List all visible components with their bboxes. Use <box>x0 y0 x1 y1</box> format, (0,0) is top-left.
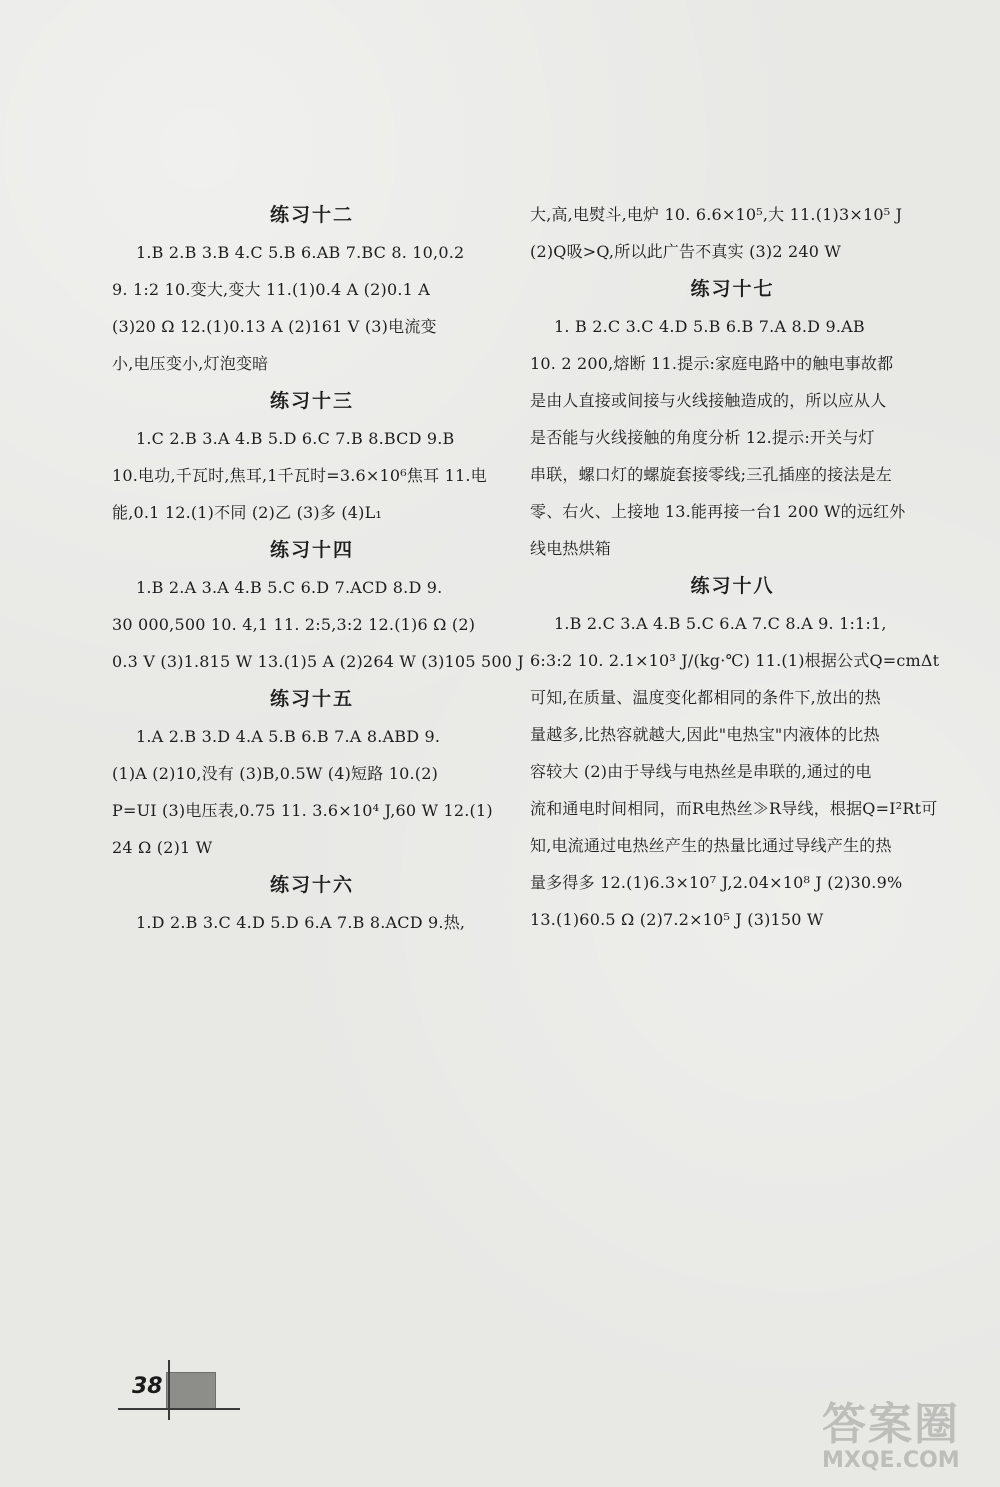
answer-line: 1. B 2.C 3.C 4.D 5.B 6.B 7.A 8.D 9.AB <box>554 317 865 336</box>
answer-line: 是否能与火线接触的角度分析 12.提示:开关与灯 <box>530 428 875 447</box>
left-column <box>112 196 525 941</box>
answer-line: 大,高,电熨斗,电炉 10. 6.6×10⁵,大 11.(1)3×10⁵ J <box>530 205 903 224</box>
answer-line: 线电热烘箱 <box>530 539 612 558</box>
section-heading: 练习十二 <box>269 204 354 226</box>
answer-line: 能,0.1 12.(1)不同 (2)乙 (3)多 (4)L₁ <box>112 503 383 522</box>
watermark <box>822 1388 992 1478</box>
section-heading: 练习十六 <box>269 874 354 896</box>
answer-line: 13.(1)60.5 Ω (2)7.2×10⁵ J (3)150 W <box>530 910 824 929</box>
answer-line: 零、右火、上接地 13.能再接一台1 200 W的远红外 <box>530 502 906 521</box>
answer-line: (1)A (2)10,没有 (3)B,0.5W (4)短路 10.(2) <box>112 764 439 783</box>
page-footer <box>118 1360 248 1420</box>
answer-line: 1.B 2.A 3.A 4.B 5.C 6.D 7.ACD 8.D 9. <box>136 578 443 597</box>
answer-line: P=UI (3)电压表,0.75 11. 3.6×10⁴ J,60 W 12.(1) <box>112 801 493 820</box>
answer-line: (2)Q吸>Q,所以此广告不真实 (3)2 240 W <box>530 242 842 261</box>
right-column <box>530 196 940 938</box>
answer-line: 10.电功,千瓦时,焦耳,1千瓦时=3.6×10⁶焦耳 11.电 <box>112 466 487 485</box>
answer-line: 1.D 2.B 3.C 4.D 5.D 6.A 7.B 8.ACD 9.热, <box>136 913 466 932</box>
answer-line: 10. 2 200,熔断 11.提示:家庭电路中的触电事故都 <box>530 354 894 373</box>
answer-line: 30 000,500 10. 4,1 11. 2:5,3:2 12.(1)6 Ω (2) <box>112 615 476 634</box>
section-heading: 练习十五 <box>269 688 354 710</box>
answer-line: 24 Ω (2)1 W <box>112 838 213 857</box>
section-heading: 练习十八 <box>690 575 775 597</box>
section-heading: 练习十三 <box>269 390 354 412</box>
answer-line: 1.A 2.B 3.D 4.A 5.B 6.B 7.A 8.ABD 9. <box>136 727 441 746</box>
section-heading: 练习十四 <box>269 539 354 561</box>
answer-line: 1.C 2.B 3.A 4.B 5.D 6.C 7.B 8.BCD 9.B <box>136 429 455 448</box>
answer-line: 6:3:2 10. 2.1×10³ J/(kg·℃) 11.(1)根据公式Q=cmΔt <box>530 651 940 670</box>
page-number-block <box>166 1372 216 1410</box>
answer-line: 串联，螺口灯的螺旋套接零线;三孔插座的接法是左 <box>530 465 892 484</box>
watermark-logo: 答案圈 <box>822 1399 960 1450</box>
answer-line: 0.3 V (3)1.815 W 13.(1)5 A (2)264 W (3)105 500 J <box>112 652 525 671</box>
answer-line: 1.B 2.B 3.B 4.C 5.B 6.AB 7.BC 8. 10,0.2 <box>136 243 465 262</box>
answer-line: 量多得多 12.(1)6.3×10⁷ J,2.04×10⁸ J (2)30.9% <box>530 873 903 892</box>
answer-line: 小,电压变小,灯泡变暗 <box>112 354 269 373</box>
answer-line: 1.B 2.C 3.A 4.B 5.C 6.A 7.C 8.A 9. 1:1:1, <box>554 614 887 633</box>
footer-rule <box>118 1408 240 1410</box>
section-heading: 练习十七 <box>690 278 775 300</box>
watermark-url: MXQE.COM <box>822 1448 960 1473</box>
answer-line: 是由人直接或间接与火线接触造成的，所以应从人 <box>530 391 887 410</box>
answer-line: 9. 1:2 10.变大,变大 11.(1)0.4 A (2)0.1 A <box>112 280 431 299</box>
answer-line: 可知,在质量、温度变化都相同的条件下,放出的热 <box>530 688 881 707</box>
answer-line: 流和通电时间相同，而R电热丝≫R导线，根据Q=I²Rt可 <box>530 799 938 818</box>
page-number: 38 <box>132 1374 163 1399</box>
answer-line: 知,电流通过电热丝产生的热量比通过导线产生的热 <box>530 836 892 855</box>
answer-line: 量越多,比热容就越大,因此"电热宝"内液体的比热 <box>530 725 880 744</box>
footer-divider <box>168 1360 170 1420</box>
answer-line: 容较大 (2)由于导线与电热丝是串联的,通过的电 <box>530 762 872 781</box>
answer-line: (3)20 Ω 12.(1)0.13 A (2)161 V (3)电流变 <box>112 317 437 336</box>
